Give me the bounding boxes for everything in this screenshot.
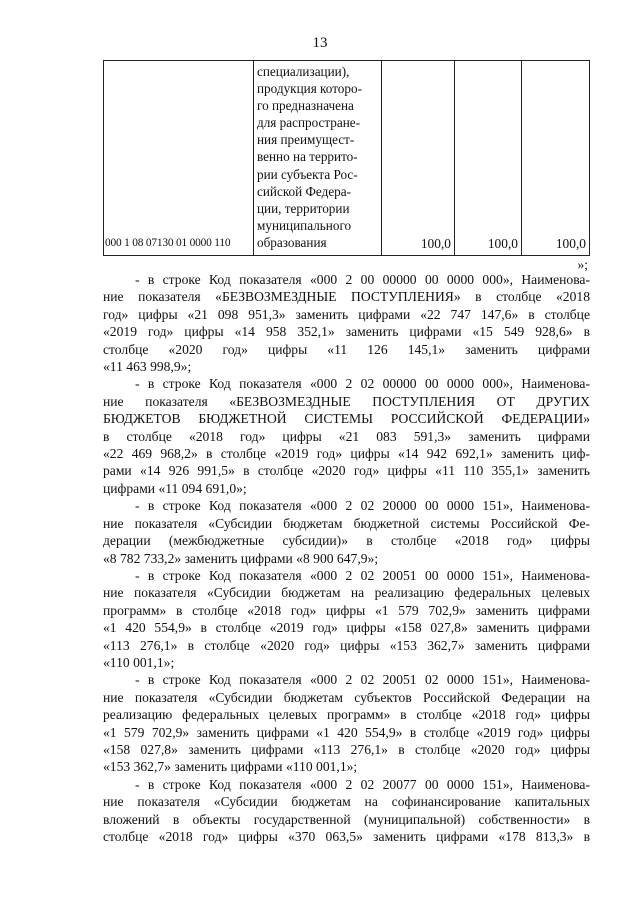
paragraph-line: программ» в столбце «2018 год» цифры «1 579 702,9» заменить цифрами	[103, 602, 590, 618]
paragraph-line: - в строке Код показателя «000 2 02 20051 00 0000 151», Наименова-	[135, 567, 590, 583]
paragraph-line: «110 001,1»;	[103, 654, 175, 670]
amendment-list	[103, 271, 590, 845]
name-line: ния преимущест-	[257, 132, 355, 148]
value-2019: 100,0	[487, 235, 518, 251]
paragraph-line: ние показателя «Субсидии бюджетам субъектов Российской Федерации на	[103, 689, 590, 705]
value-2020: 100,0	[555, 235, 586, 251]
amendment-paragraph	[103, 671, 590, 775]
name-line: венно на террито-	[257, 149, 358, 165]
paragraph-line: ние показателя «БЕЗВОЗМЕЗДНЫЕ ПОСТУПЛЕНИЯ ОТ ДРУГИХ	[103, 393, 590, 409]
paragraph-line: - в строке Код показателя «000 2 02 20051 02 0000 151», Наименова-	[135, 672, 590, 688]
paragraph-line: - в строке Код показателя «000 2 02 00000 00 0000 000», Наименова-	[135, 376, 590, 392]
paragraph-line: в столбце «2018 год» цифры «21 083 591,3» заменить цифрами	[103, 428, 590, 444]
paragraph-line: «2019 год» цифры «14 958 352,1» заменить цифрами «15 549 928,6» в	[103, 324, 590, 340]
paragraph-line: «8 782 733,2» заменить цифрами «8 900 647,9»;	[103, 550, 379, 566]
value-cell-2020	[522, 61, 589, 255]
name-cell	[254, 61, 382, 255]
amendment-paragraph	[103, 567, 590, 671]
name-line: муниципального	[257, 217, 352, 233]
name-line: сийской Федера-	[257, 183, 352, 199]
name-line: образования	[257, 234, 327, 250]
paragraph-line: ние показателя «БЕЗВОЗМЕЗДНЫЕ ПОСТУПЛЕНИЯ» в столбце «2018	[103, 289, 590, 305]
amendment-paragraph	[103, 776, 590, 846]
indicator-code: 000 1 08 07130 01 0000 110	[105, 236, 231, 249]
name-line: продукция которо-	[257, 81, 362, 97]
paragraph-line: «158 027,8» заменить цифрами «113 276,1» в столбце «2020 год» цифры	[103, 741, 590, 757]
paragraph-line: столбце «2020 год» цифры «11 126 145,1» заменить цифрами	[103, 341, 590, 357]
closing-quote-mark: »;	[577, 257, 588, 272]
value-cell-2018	[382, 61, 455, 255]
amendment-paragraph	[103, 271, 590, 375]
paragraph-line: год» цифры «21 098 951,3» заменить цифрами «22 747 147,6» в столбце	[103, 306, 590, 322]
paragraph-line: ние показателя «Субсидии бюджетам на софинансирование капитальных	[103, 794, 590, 810]
paragraph-line: цифрами «11 094 691,0»;	[103, 480, 247, 496]
amendment-paragraph	[103, 375, 590, 497]
paragraph-line: реализацию федеральных целевых программ» в столбце «2018 год» цифры	[103, 707, 590, 723]
name-line: для распростране-	[257, 115, 361, 131]
name-line: специализации),	[257, 64, 350, 79]
paragraph-line: «11 463 998,9»;	[103, 359, 192, 375]
paragraph-line: ние показателя «Субсидии бюджетам бюджетной системы Российской Фе-	[103, 515, 590, 531]
paragraph-line: «1 579 702,9» заменить цифрами «1 420 554,9» в столбце «2019 год» цифры	[103, 724, 590, 740]
paragraph-line: ние показателя «Субсидии бюджетам на реализацию федеральных целевых	[103, 585, 590, 601]
value-2018: 100,0	[420, 235, 451, 251]
paragraph-line: рами «14 926 991,5» в столбце «2020 год» цифры «11 110 355,1» заменить	[103, 463, 590, 479]
paragraph-line: «1 420 554,9» в столбце «2019 год» цифры «158 027,8» заменить цифрами	[103, 620, 590, 636]
paragraph-line: «22 469 968,2» в столбце «2019 год» цифры «14 942 692,1» заменить циф-	[103, 446, 590, 462]
paragraph-line: - в строке Код показателя «000 2 00 00000 00 0000 000», Наименова-	[135, 272, 590, 287]
name-line: рии субъекта Рос-	[257, 166, 358, 182]
paragraph-line: БЮДЖЕТОВ БЮДЖЕТНОЙ СИСТЕМЫ РОССИЙСКОЙ ФЕДЕРАЦИИ»	[103, 411, 590, 427]
paragraph-line: - в строке Код показателя «000 2 02 20077 00 0000 151», Наименова-	[135, 776, 590, 792]
code-cell	[104, 61, 254, 255]
name-line: го предназначена	[257, 98, 354, 114]
paragraph-line: «113 276,1» в столбце «2020 год» цифры «153 362,7» заменить цифрами	[103, 637, 590, 653]
paragraph-line: столбце «2018 год» цифры «370 063,5» заменить цифрами «178 813,3» в	[103, 829, 590, 844]
paragraph-line: - в строке Код показателя «000 2 02 20000 00 0000 151», Наименова-	[135, 498, 590, 514]
page-number: 13	[312, 35, 328, 51]
amendment-paragraph	[103, 497, 590, 567]
paragraph-line: «153 362,7» заменить цифрами «110 001,1»;	[103, 759, 358, 775]
paragraph-line: вложений в объекты государственной (муниципальной) собственности» в	[103, 811, 590, 827]
name-line: ции, территории	[257, 200, 350, 216]
table-row	[103, 60, 590, 256]
value-cell-2019	[455, 61, 522, 255]
paragraph-line: дерации (межбюджетные субсидии)» в столбце «2018 год» цифры	[103, 533, 590, 549]
